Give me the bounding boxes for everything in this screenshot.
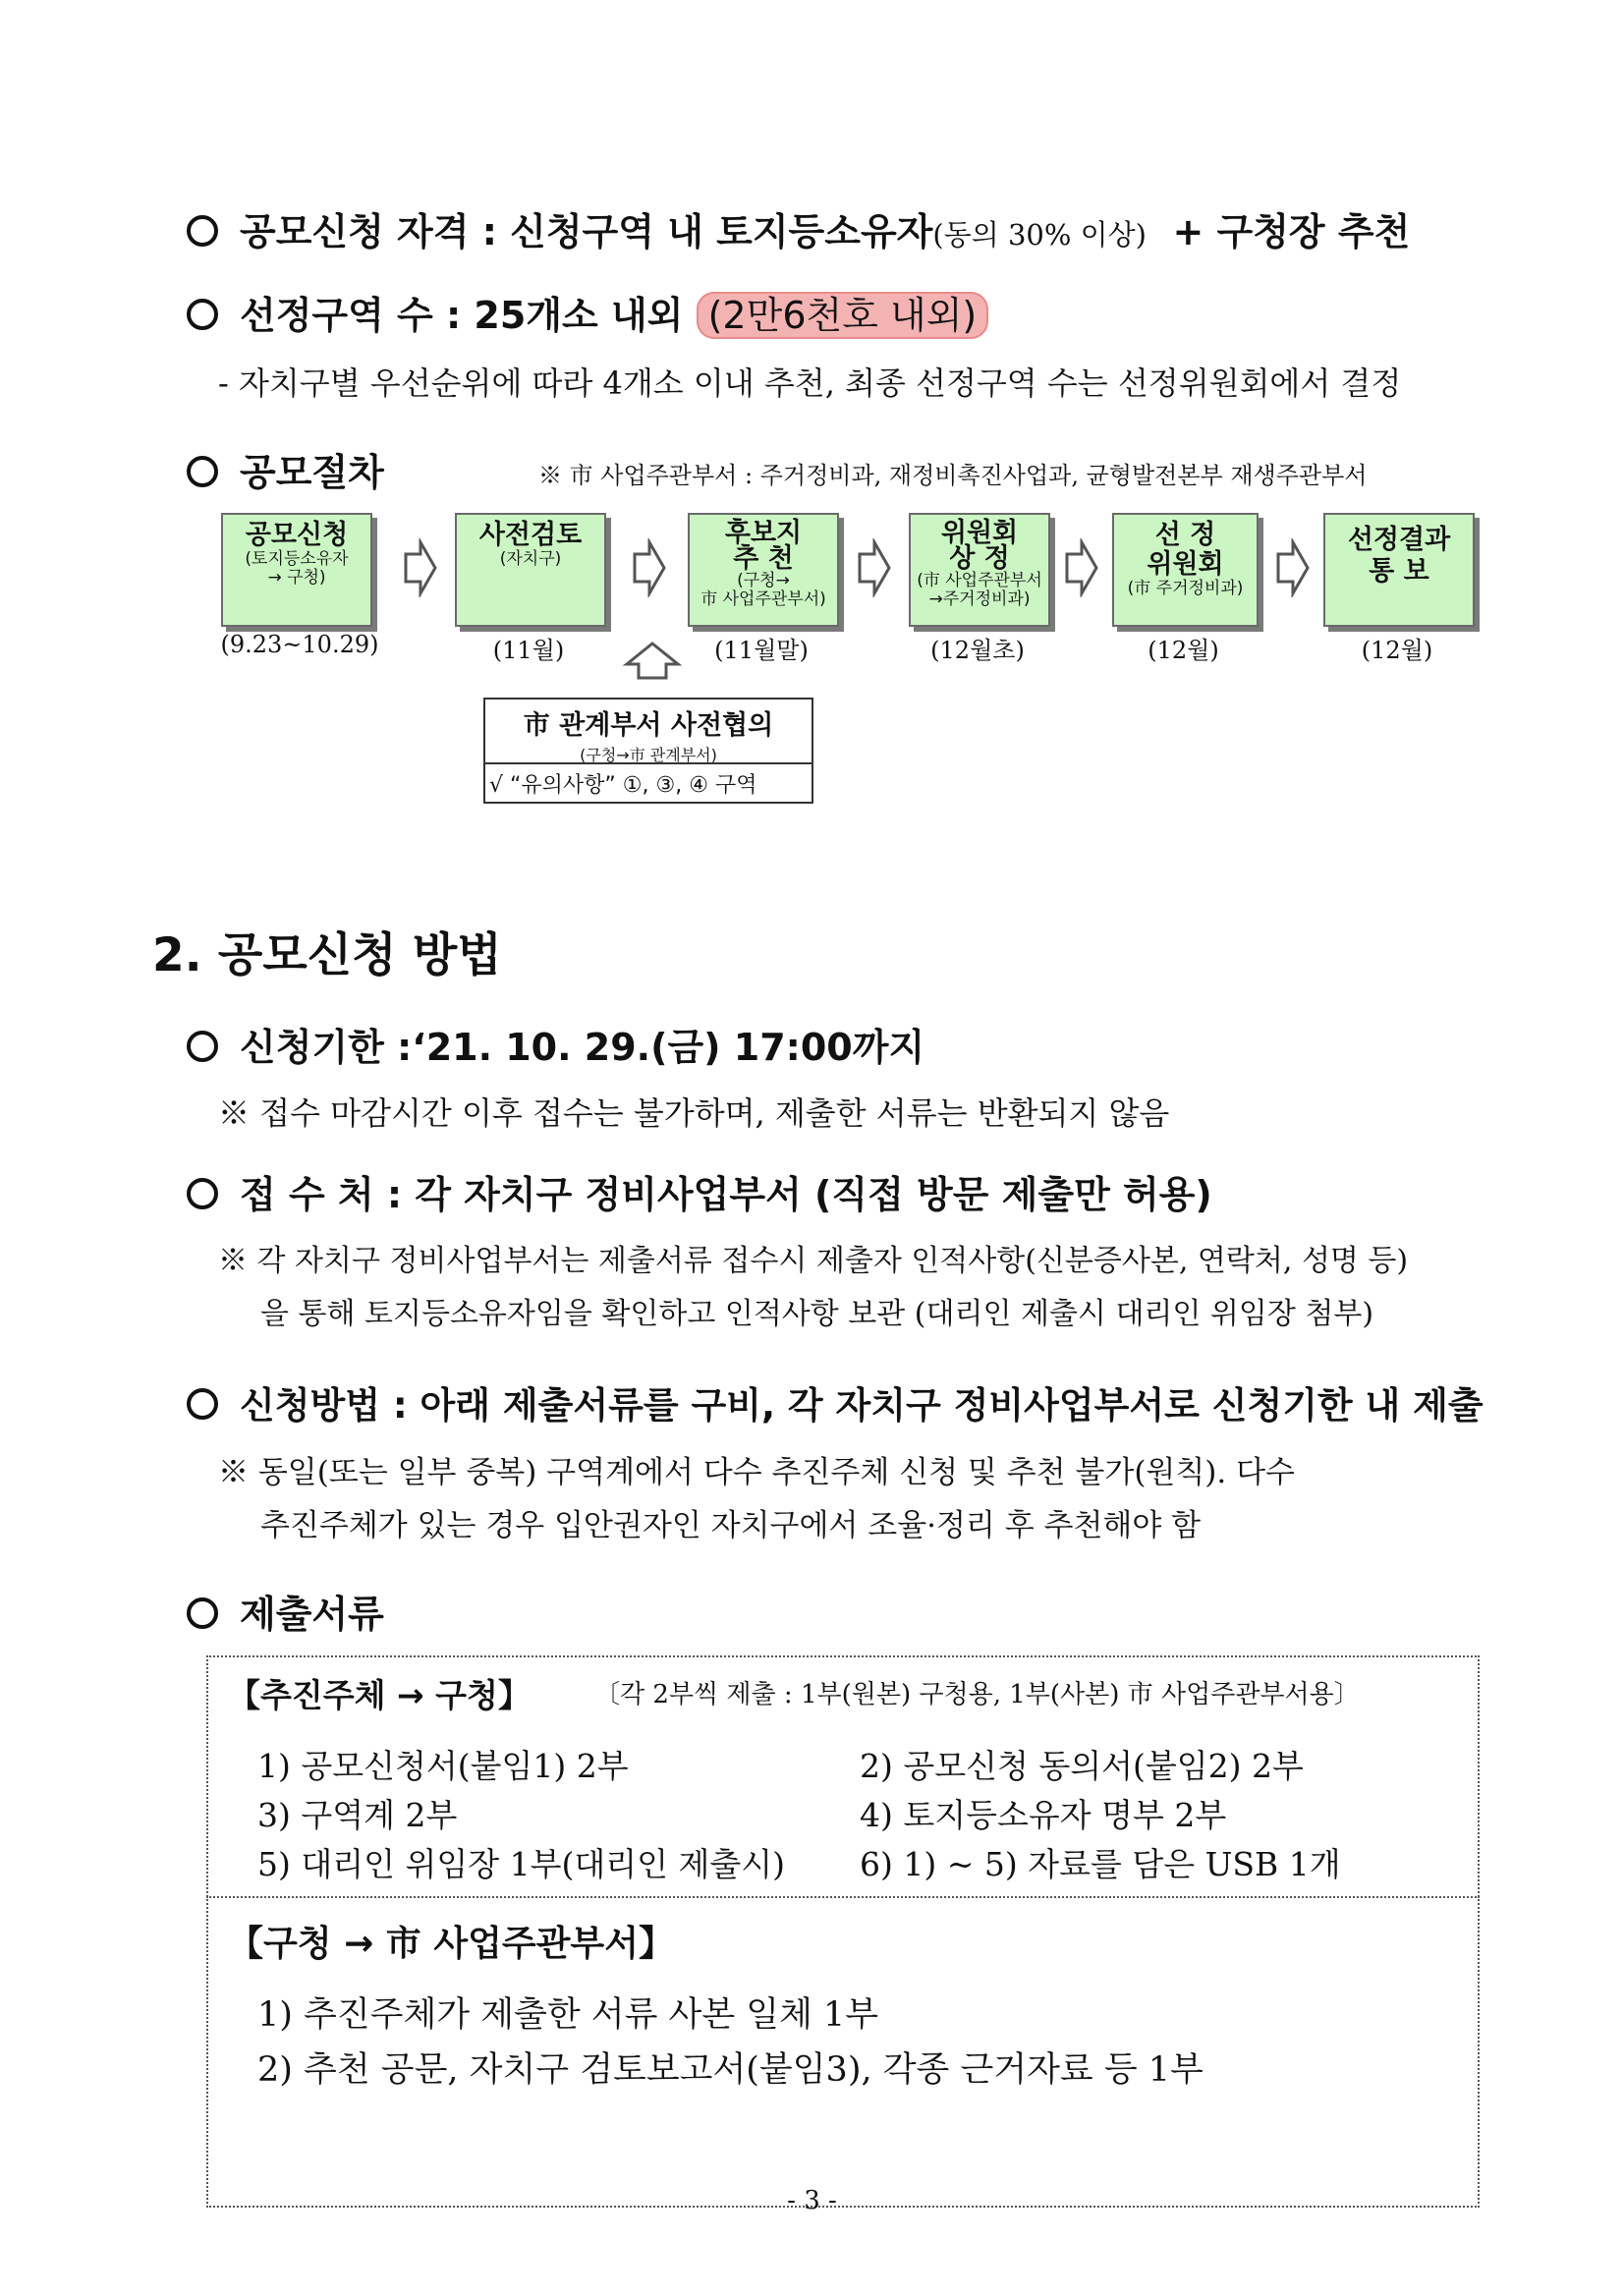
flow-step-title: 선정결과 통 보	[1347, 525, 1451, 587]
list-item: 5) 대리인 위임장 1부(대리인 제출시)	[257, 1845, 785, 1883]
procedure-note: ※ 市 사업주관부서 : 주거정비과, 재정비촉진사업과, 균형발전본부 재생주관부서	[538, 462, 1368, 489]
method-note: ※ 동일(또는 일부 중복) 구역계에서 다수 추진주체 신청 및 추천 불가(원칙). 다수	[218, 1455, 1296, 1490]
right-arrow-icon	[632, 538, 667, 597]
table-head-1-note: 〔각 2부씩 제출 : 1부(원본) 구청용, 1부(사본) 市 사업주관부서용〕	[594, 1680, 1360, 1709]
procedure-line	[187, 442, 384, 496]
deadline-note: ※ 접수 마감시간 이후 접수는 불가하며, 제출한 서류는 반환되지 않음	[218, 1094, 1170, 1132]
method-text: 신청방법 : 아래 제출서류를 구비, 각 자치구 정비사업부서로 신청기한 내 제출	[240, 1384, 1484, 1427]
circle-bullet-icon	[187, 215, 218, 247]
right-arrow-icon	[1275, 538, 1311, 597]
flow-date: (12월)	[1361, 637, 1433, 664]
deadline-text: 신청기한 :‘21. 10. 29.(금) 17:00까지	[240, 1026, 925, 1069]
flow-date: (9.23~10.29)	[220, 631, 379, 658]
flow-date: (11월)	[492, 637, 565, 664]
flow-step-sub: (자치구)	[499, 549, 562, 569]
eligibility-text: 공모신청 자격 : 신청구역 내 토지등소유자	[240, 210, 933, 253]
table-head-2: 【구청 → 市 사업주관부서】	[228, 1924, 674, 1964]
documents-title: 제출서류	[240, 1593, 384, 1636]
reception-note: 을 통해 토지등소유자임을 확인하고 인적사항 보관 (대리인 제출시 대리인 위임장 첨부)	[260, 1297, 1374, 1331]
right-arrow-icon	[857, 538, 892, 597]
list-item: 2) 공모신청 동의서(붙임2) 2부	[860, 1747, 1304, 1785]
circle-bullet-icon	[187, 1031, 218, 1062]
flow-step-sub: (市 주거정비과)	[1127, 579, 1244, 598]
circle-bullet-icon	[187, 1178, 218, 1209]
reception-note: ※ 각 자치구 정비사업부서는 제출서류 접수시 제출자 인적사항(신분증사본, 연락처, 성명 등)	[218, 1244, 1409, 1278]
circle-bullet-icon	[187, 1388, 218, 1420]
consultation-box	[483, 698, 813, 804]
circle-bullet-icon	[187, 299, 218, 330]
flow-step-2	[455, 513, 606, 627]
flow-step-4	[909, 513, 1050, 627]
eligibility-line	[187, 201, 1410, 255]
flow-step-5	[1112, 513, 1259, 627]
flow-step-title: 후보지 추 천	[724, 518, 803, 574]
page-number: - 3 -	[787, 2186, 837, 2215]
table-divider	[206, 1896, 1480, 1898]
flow-date: (11월말)	[714, 637, 809, 664]
flow-step-sub: (토지등소유자 → 구청)	[245, 549, 349, 588]
list-item: 6) 1) ~ 5) 자료를 담은 USB 1개	[860, 1845, 1341, 1883]
section-title: 2. 공모신청 방법	[152, 928, 502, 982]
flow-step-title: 위원회 상 정	[940, 518, 1019, 574]
selection-count-text: 선정구역 수 : 25개소 내외	[240, 294, 684, 337]
flow-date: (12월초)	[930, 637, 1025, 664]
consultation-check: √ “유의사항” ①, ③, ④ 구역	[489, 773, 757, 798]
circle-bullet-icon	[187, 456, 218, 487]
flow-step-sub: (市 사업주관부서 →주거정비과)	[917, 571, 1042, 609]
list-item: 2) 추천 공문, 자치구 검토보고서(붙임3), 각종 근거자료 등 1부	[257, 2050, 1204, 2090]
method-line	[187, 1375, 1484, 1428]
list-item: 1) 추진주체가 제출한 서류 사본 일체 1부	[257, 1995, 879, 2035]
flow-step-6	[1323, 513, 1475, 627]
flow-step-sub: (구청→ 市 사업주관부서)	[700, 571, 826, 609]
method-note: 추진주체가 있는 경우 입안권자인 자치구에서 조율·정리 후 추천해야 함	[260, 1508, 1202, 1543]
consultation-title: 市 관계부서 사전협의	[523, 710, 774, 741]
flow-step-title: 사전검토	[478, 520, 583, 550]
eligibility-tail: + 구청장 추천	[1172, 210, 1411, 253]
selection-count-line	[187, 285, 988, 339]
right-arrow-icon	[1064, 538, 1099, 597]
list-item: 4) 토지등소유자 명부 2부	[860, 1796, 1227, 1834]
eligibility-sub: (동의 30% 이상)	[932, 218, 1147, 252]
documents-line	[187, 1584, 384, 1638]
consultation-sub: (구청→市 관계부서)	[580, 746, 717, 764]
circle-bullet-icon	[187, 1597, 218, 1629]
flow-step-3	[688, 513, 839, 627]
procedure-title: 공모절차	[240, 451, 384, 494]
deadline-line	[187, 1017, 924, 1071]
list-item: 1) 공모신청서(붙임1) 2부	[257, 1747, 629, 1785]
flow-date: (12월)	[1148, 637, 1219, 664]
right-arrow-icon	[403, 538, 438, 597]
list-item: 3) 구역계 2부	[257, 1796, 458, 1834]
flow-step-title: 공모신청	[245, 520, 349, 550]
reception-line	[187, 1164, 1212, 1218]
selection-note: - 자치구별 우선순위에 따라 4개소 이내 추천, 최종 선정구역 수는 선정위원회에서 결정	[218, 364, 1402, 402]
table-head-1: 【추진주체 → 구청】	[228, 1676, 531, 1714]
reception-text: 접 수 처 : 각 자치구 정비사업부서 (직접 방문 제출만 허용)	[240, 1173, 1212, 1216]
up-arrow-icon	[623, 641, 682, 680]
flow-step-title: 선 정 위원회	[1147, 520, 1224, 580]
highlighted-count: (2만6천호 내외)	[697, 292, 989, 339]
flow-step-1	[221, 513, 372, 627]
